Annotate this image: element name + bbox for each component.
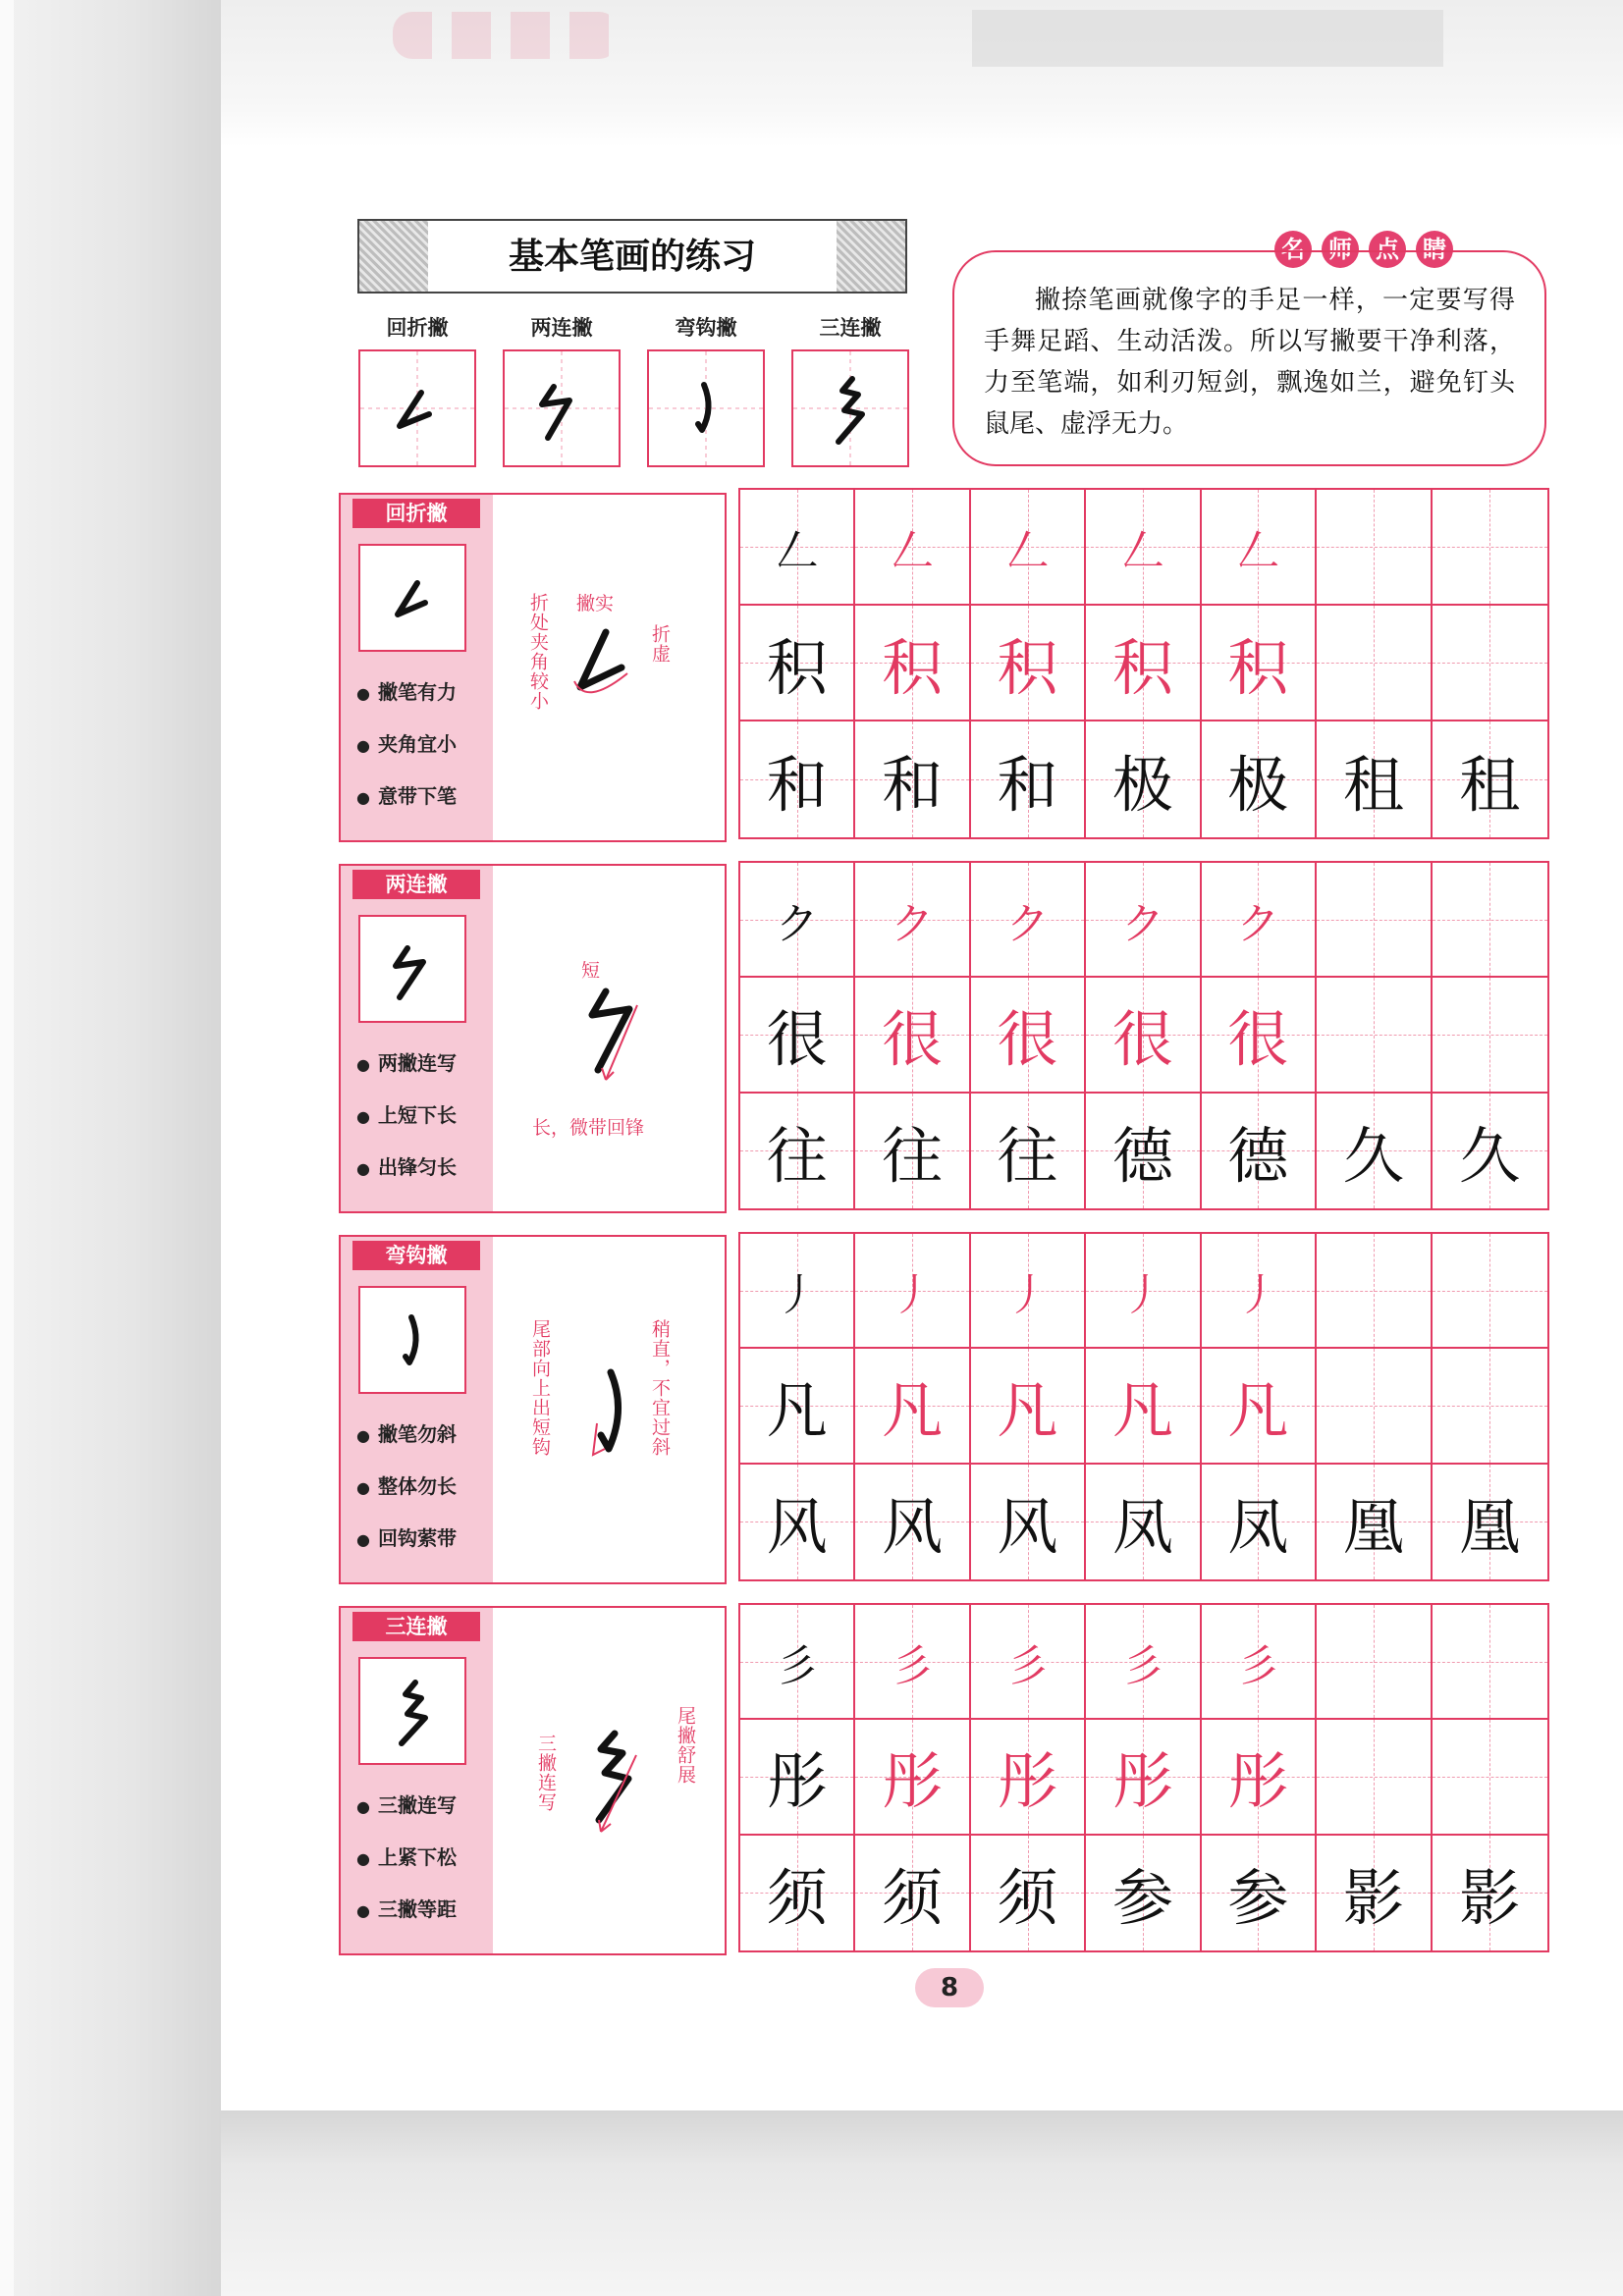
practice-char: 凡 [766,1374,828,1447]
grid-cell [740,1605,855,1720]
stroke-tag: 两连撇 [352,870,480,899]
trace-char: ク [1236,898,1280,949]
grid-cell [1086,1234,1201,1349]
grid-cell [1086,606,1201,721]
practice-char: 很 [766,1003,828,1076]
grid-cell [1086,721,1201,837]
practice-char: 彤 [766,1745,828,1818]
grid-cell [1202,1605,1317,1720]
stroke-cell [358,349,476,467]
grid-cell [1433,1094,1547,1208]
practice-char: 𠃋 [775,526,819,576]
grid-cell [1317,1465,1432,1579]
grid-cell [740,490,855,606]
stroke-tips [356,1789,499,1946]
practice-char: 须 [997,1861,1058,1934]
trace-char: 𠃋 [891,526,935,576]
practice-char: 须 [882,1861,944,1934]
trace-char: 彡 [1236,1640,1280,1691]
stroke-tip: ● 上紧下松 [356,1842,499,1894]
stroke-note: 尾撇舒展 [675,1706,696,1785]
grid-cell-empty[interactable] [1317,490,1432,606]
trace-char: 很 [1227,1003,1289,1076]
section-title-bar [357,219,907,294]
stroke-cell [503,349,621,467]
practice-grid [738,861,1549,1210]
practice-char: 德 [1227,1119,1289,1192]
grid-cell [1433,1836,1547,1950]
trace-char: 凡 [997,1374,1058,1447]
stroke-tip: ● 三撇等距 [356,1894,499,1946]
grid-cell [1086,1094,1201,1208]
practice-char: 凤 [1227,1490,1289,1563]
stroke-example [358,312,476,467]
guide-line-vertical [1374,863,1375,976]
stroke-diagram [576,982,655,1090]
scanner-edge [0,0,14,2296]
guide-line-vertical [1489,1720,1490,1833]
grid-cell [1317,721,1432,837]
grid-cell [1202,1836,1317,1950]
grid-cell-empty[interactable] [1433,1234,1547,1349]
trace-char: 积 [882,631,944,704]
stroke-note: 三撇连写 [535,1734,557,1812]
trace-char: 彡 [1120,1640,1164,1691]
trace-char: 积 [1111,631,1173,704]
trace-char: 丿 [1005,1269,1050,1320]
trace-char: ク [891,898,935,949]
grid-cell [855,490,970,606]
trace-char: 彡 [891,1640,935,1691]
stroke-note: 折处夹角较小 [527,593,549,711]
practice-char: 须 [766,1861,828,1934]
grid-cell [740,863,855,978]
trace-char: ク [1005,898,1050,949]
tip-badge-char: 点 [1369,231,1406,268]
grid-cell [971,978,1086,1093]
grid-cell [1202,490,1317,606]
grid-cell [971,1465,1086,1579]
grid-cell [971,1234,1086,1349]
stroke-demo-cell [358,1286,466,1394]
guide-line-vertical [1489,490,1490,604]
grid-cell-empty[interactable] [1317,978,1432,1093]
stroke-info-panel [339,1235,727,1584]
trace-char: 凡 [1227,1374,1289,1447]
scanner-bottom-background [221,2110,1623,2296]
grid-cell-empty[interactable] [1317,1234,1432,1349]
grid-cell [971,863,1086,978]
stroke-note: 稍直，不宜过斜 [649,1319,671,1457]
stroke-glyph [360,351,474,465]
stroke-tip: ● 回钩萦带 [356,1522,499,1575]
practice-char: 极 [1111,748,1173,821]
trace-char: 彡 [1005,1640,1050,1691]
practice-char: 和 [997,748,1058,821]
practice-char: 参 [1227,1861,1289,1934]
stroke-label: 回折撇 [386,316,449,340]
grid-cell [1202,978,1317,1093]
grid-cell [1086,1720,1201,1835]
stroke-note: 长，微带回锋 [532,1117,645,1139]
grid-cell [1202,1465,1317,1579]
stroke-note: 尾部向上出短钩 [529,1319,551,1457]
practice-grid [738,1603,1549,1952]
grid-cell [1202,1349,1317,1464]
practice-char: 往 [997,1119,1058,1192]
stroke-tip: ● 出锋匀长 [356,1151,499,1203]
grid-cell [1086,863,1201,978]
bleed-through-mark [393,12,619,59]
guide-line-vertical [1374,606,1375,720]
stroke-example [647,312,765,467]
grid-cell [1202,721,1317,837]
grid-cell [1317,1094,1432,1208]
page-number: 8 [915,1968,984,2007]
stroke-note: 短 [581,960,601,982]
grid-cell [1202,1234,1317,1349]
practice-char: 积 [766,631,828,704]
practice-char: 和 [766,748,828,821]
stroke-tips [356,1047,499,1203]
practice-char: 极 [1227,748,1289,821]
grid-cell [855,1349,970,1464]
grid-cell-empty[interactable] [1317,606,1432,721]
grid-cell [1433,721,1547,837]
stroke-diagram [571,1364,650,1472]
practice-char: 往 [766,1119,828,1192]
guide-line-vertical [1374,1349,1375,1462]
grid-cell [971,721,1086,837]
grid-cell [855,606,970,721]
stroke-tips [356,676,499,832]
grid-cell [971,1349,1086,1464]
stroke-tip: ● 上短下长 [356,1099,499,1151]
grid-cell [855,721,970,837]
bleed-through-header [972,10,1443,67]
stroke-tip: ● 三撇连写 [356,1789,499,1842]
grid-cell-empty[interactable] [1433,606,1547,721]
stroke-demo-cell [358,915,466,1023]
guide-line-vertical [1489,1349,1490,1462]
stroke-tag: 回折撇 [352,499,480,528]
tip-badge-char: 名 [1274,231,1312,268]
trace-char: 彤 [997,1745,1058,1818]
stroke-info-panel [339,1606,727,1955]
grid-cell [1086,1465,1201,1579]
guide-line-vertical [1374,490,1375,604]
trace-char: 丿 [1120,1269,1164,1320]
practice-char: 风 [997,1490,1058,1563]
stroke-demo-cell [358,1657,466,1765]
stroke-cell [647,349,765,467]
practice-char: 丿 [775,1269,819,1320]
practice-char: 租 [1342,748,1404,821]
stroke-label: 三连撇 [819,316,882,340]
guide-line-vertical [1374,978,1375,1091]
practice-char: ク [775,898,819,949]
grid-cell [1086,1605,1201,1720]
trace-char: 很 [997,1003,1058,1076]
grid-cell-empty[interactable] [1317,1349,1432,1464]
stroke-tip: ● 意带下笔 [356,780,499,832]
grid-cell [1317,1836,1432,1950]
guide-line-vertical [1489,606,1490,720]
stroke-glyph [360,1659,464,1763]
grid-cell-empty[interactable] [1433,1605,1547,1720]
stroke-tip: ● 两撇连写 [356,1047,499,1099]
grid-cell [855,1465,970,1579]
guide-line-vertical [1489,863,1490,976]
trace-char: 积 [997,631,1058,704]
practice-char: 往 [882,1119,944,1192]
practice-char: 风 [882,1490,944,1563]
grid-cell [971,490,1086,606]
grid-cell [855,978,970,1093]
guide-line-vertical [1374,1605,1375,1718]
stroke-glyph [360,546,464,650]
grid-cell-empty[interactable] [1433,863,1547,978]
trace-char: 积 [1227,631,1289,704]
practice-char: 凰 [1459,1490,1521,1563]
trace-char: 很 [1111,1003,1173,1076]
stroke-label: 弯钩撇 [675,316,737,340]
tip-badge-char: 师 [1322,231,1359,268]
stroke-example [791,312,909,467]
grid-cell [740,606,855,721]
stroke-glyph [649,351,763,465]
grid-cell-empty[interactable] [1433,490,1547,606]
grid-cell [971,1094,1086,1208]
stroke-diagram [571,1726,670,1843]
stroke-label: 两连撇 [530,316,593,340]
practice-char: 凤 [1111,1490,1173,1563]
stroke-demo-cell [358,544,466,652]
guide-line-vertical [1374,1234,1375,1347]
practice-char: 彡 [775,1640,819,1691]
stroke-tag: 弯钩撇 [352,1241,480,1270]
grid-cell [1433,1465,1547,1579]
stroke-note: 折虚 [649,624,671,664]
practice-char: 德 [1111,1119,1173,1192]
stroke-diagram [567,622,645,711]
practice-char: 租 [1459,748,1521,821]
trace-char: 很 [882,1003,944,1076]
stroke-tag: 三连撇 [352,1612,480,1641]
grid-cell [971,606,1086,721]
grid-cell [740,1836,855,1950]
grid-cell [855,1720,970,1835]
practice-char: 风 [766,1490,828,1563]
practice-char: 影 [1342,1861,1404,1934]
trace-char: 彤 [1227,1745,1289,1818]
practice-char: 凰 [1342,1490,1404,1563]
trace-char: 凡 [1111,1374,1173,1447]
practice-char: 和 [882,748,944,821]
guide-line-vertical [1374,1720,1375,1833]
practice-grid [738,1232,1549,1581]
grid-cell [740,1094,855,1208]
grid-cell [1086,1349,1201,1464]
grid-cell [971,1836,1086,1950]
stroke-glyph [360,917,464,1021]
stroke-tips [356,1418,499,1575]
grid-cell [1202,863,1317,978]
grid-cell [740,1720,855,1835]
stroke-info-panel [339,493,727,842]
grid-cell [740,1234,855,1349]
trace-char: 彤 [1111,1745,1173,1818]
guide-line-vertical [1489,1605,1490,1718]
trace-char: 彤 [882,1745,944,1818]
grid-cell [1202,606,1317,721]
tip-badge-char: 睛 [1416,231,1453,268]
grid-cell [740,978,855,1093]
stroke-tip: ● 撇笔有力 [356,676,499,728]
trace-char: ク [1120,898,1164,949]
stroke-glyph [360,1288,464,1392]
stroke-tip: ● 撇笔勿斜 [356,1418,499,1470]
grid-cell-empty[interactable] [1433,1349,1547,1464]
scanner-background [0,0,221,2296]
grid-cell-empty[interactable] [1433,1720,1547,1835]
title-hatch-left [359,221,428,292]
trace-char: 凡 [882,1374,944,1447]
practice-grid [738,488,1549,839]
stroke-info-panel [339,864,727,1213]
grid-cell [855,863,970,978]
trace-char: 𠃋 [1120,526,1164,576]
grid-cell-empty[interactable] [1433,978,1547,1093]
grid-cell [855,1234,970,1349]
grid-cell [855,1605,970,1720]
grid-cell [971,1605,1086,1720]
stroke-glyph [793,351,907,465]
grid-cell [740,1465,855,1579]
title-hatch-right [837,221,905,292]
grid-cell [1086,1836,1201,1950]
guide-line-vertical [1489,978,1490,1091]
practice-char: 参 [1111,1861,1173,1934]
guide-line-vertical [1489,1234,1490,1347]
trace-char: 丿 [1236,1269,1280,1320]
trace-char: 𠃋 [1236,526,1280,576]
grid-cell [1086,490,1201,606]
grid-cell-empty[interactable] [1317,1720,1432,1835]
grid-cell-empty[interactable] [1317,1605,1432,1720]
stroke-example [503,312,621,467]
grid-cell [1202,1720,1317,1835]
practice-char: 久 [1342,1119,1404,1192]
grid-cell [740,721,855,837]
grid-cell [855,1094,970,1208]
stroke-cell [791,349,909,467]
practice-char: 久 [1459,1119,1521,1192]
grid-cell [971,1720,1086,1835]
page-title: 基本笔画的练习 [508,236,756,277]
stroke-tip: ● 整体勿长 [356,1470,499,1522]
trace-char: 丿 [891,1269,935,1320]
grid-cell [740,1349,855,1464]
stroke-glyph [505,351,619,465]
teacher-tip-text: 撇捺笔画就像字的手足一样，一定要写得手舞足蹈、生动活泼。所以写撇要干净利落，力至笔端，如利刃短剑，飘逸如兰，避免钉头鼠尾、虚浮无力。 [952,250,1546,466]
grid-cell [1202,1094,1317,1208]
practice-char: 影 [1459,1861,1521,1934]
trace-char: 𠃋 [1005,526,1050,576]
stroke-note: 撇实 [576,593,615,614]
grid-cell [855,1836,970,1950]
grid-cell-empty[interactable] [1317,863,1432,978]
stroke-tip: ● 夹角宜小 [356,728,499,780]
grid-cell [1086,978,1201,1093]
